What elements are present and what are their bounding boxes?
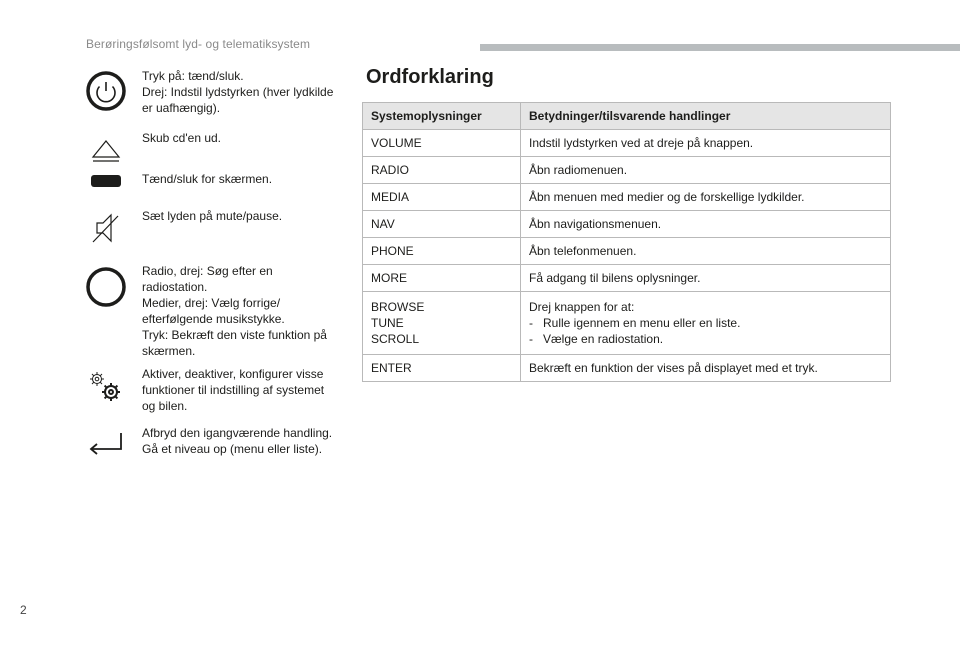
screen-toggle-icon (84, 159, 128, 203)
bullet-item: - Rulle igennem en menu eller en liste. (529, 316, 741, 330)
mute-icon (84, 206, 128, 250)
meaning-intro: Drej knappen for at: (529, 300, 635, 314)
term-cell: PHONE (363, 238, 521, 265)
term-cell: VOLUME (363, 130, 521, 157)
term-cell: ENTER (363, 355, 521, 382)
control-text-settings: Aktiver, deaktiver, konfigurer visse funktioner til indstilling af systemet og bilen. (142, 367, 325, 413)
control-text-screen: Tænd/sluk for skærmen. (142, 172, 273, 186)
page-number: 2 (20, 603, 27, 617)
control-text-power: Tryk på: tænd/sluk. Drej: Indstil lydstyrken (hver lydkilde er uafhængig). (142, 69, 334, 115)
column-header-term: Systemoplysninger (363, 103, 521, 130)
term-cell: MEDIA (363, 184, 521, 211)
term-line: BROWSE (371, 300, 425, 314)
glossary-title: Ordforklaring (366, 66, 494, 88)
term-line: TUNE (371, 316, 404, 330)
term-cell (363, 292, 521, 355)
column-header-meaning: Betydninger/tilsvarende handlinger (521, 103, 891, 130)
back-arrow-icon (84, 421, 128, 465)
table-row (363, 355, 891, 382)
header-bar (480, 44, 960, 51)
control-text-eject: Skub cd'en ud. (142, 131, 222, 145)
settings-gears-icon (84, 366, 128, 410)
glossary-table (362, 102, 891, 382)
meaning-cell: Indstil lydstyrken ved at dreje på knappen. (521, 130, 891, 157)
bullet-item: - Vælge en radiostation. (529, 332, 664, 346)
meaning-cell: Få adgang til bilens oplysninger. (521, 265, 891, 292)
table-row (363, 157, 891, 184)
table-row (363, 238, 891, 265)
control-item-settings (0, 366, 350, 416)
control-text-knob: Radio, drej: Søg efter en radiostation. Medier, drej: Vælg forrige/ efterfølgende musikstykke. Tryk: Bekræft den viste funktion på skærmen. (142, 264, 327, 358)
control-text-mute: Sæt lyden på mute/pause. (142, 209, 283, 223)
control-item-knob (0, 263, 350, 359)
meaning-cell: Åbn radiomenuen. (521, 157, 891, 184)
control-item-eject (0, 130, 350, 160)
control-text-back: Afbryd den igangværende handling. Gå et niveau op (menu eller liste). (142, 426, 333, 456)
term-cell: RADIO (363, 157, 521, 184)
meaning-cell: Åbn telefonmenuen. (521, 238, 891, 265)
meaning-cell: Åbn menuen med medier og de forskellige lydkilder. (521, 184, 891, 211)
table-row (363, 265, 891, 292)
meaning-cell (521, 292, 891, 355)
table-row (363, 292, 891, 355)
table-row (363, 130, 891, 157)
term-cell: NAV (363, 211, 521, 238)
term-cell: MORE (363, 265, 521, 292)
table-header-row (363, 103, 891, 130)
header-title: Berøringsfølsomt lyd- og telematiksystem (86, 37, 311, 51)
term-line: SCROLL (371, 332, 420, 346)
control-item-power (0, 68, 350, 124)
table-row (363, 211, 891, 238)
control-item-screen (0, 171, 350, 201)
meaning-cell: Åbn navigationsmenuen. (521, 211, 891, 238)
meaning-cell: Bekræft en funktion der vises på displayet med et tryk. (521, 355, 891, 382)
control-item-mute (0, 208, 350, 248)
table-row (363, 184, 891, 211)
control-item-back (0, 425, 350, 461)
power-knob-icon (84, 69, 128, 113)
rotary-knob-icon (84, 265, 128, 309)
